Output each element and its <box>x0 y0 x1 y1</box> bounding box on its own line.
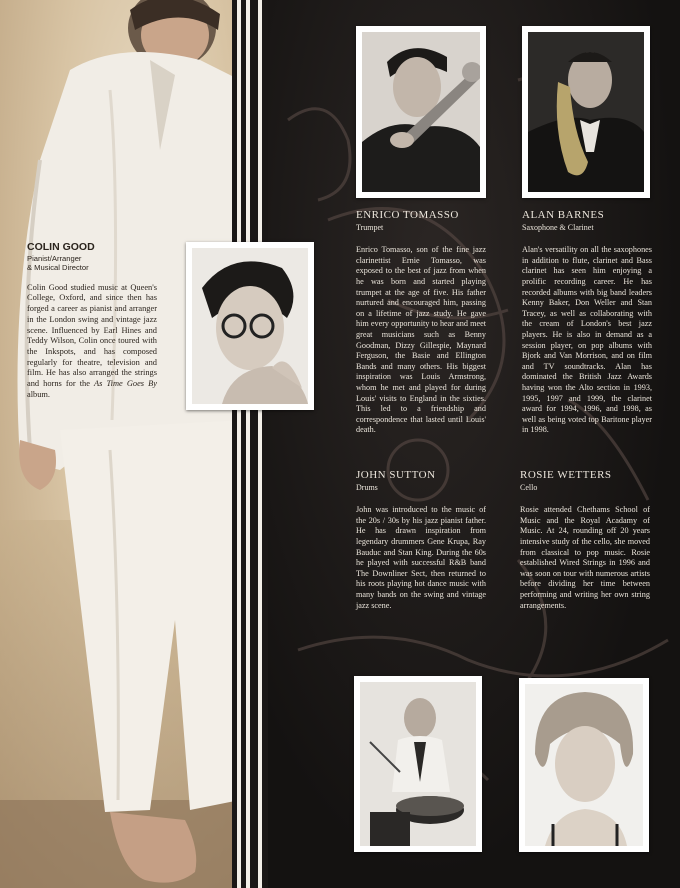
enrico-role: Trumpet <box>356 222 384 232</box>
rosie-wetters-photo <box>519 678 649 852</box>
enrico-bio-text: Enrico Tomasso, son of the fine jazz clarinettist Ernie Tomasso, was exposed to the best of jazz from when he was born and started playing trumpet at the age of five. His father nurtured and encouraged him, passing on a lifetime of jazz study. He gave him every opportunity to hear and meet great musicians such as Benny Goodman, Dizzy Gillespie, Maynard Ferguson, the Basie and Ellington Bands and many others. His biggest inspiration was Louis Armstrong, whom he met and played for during Louis' visits to England in the sixties. This led to a friendship and correspondence that lasted until Louis' death. <box>356 245 486 435</box>
colin-role <box>27 254 157 273</box>
rosie-role: Cello <box>520 482 538 492</box>
john-role: Drums <box>356 482 378 492</box>
john-sutton-bio <box>356 470 486 611</box>
alan-barnes-bio <box>522 210 652 436</box>
portrait-enrico <box>362 32 480 192</box>
portrait-rosie <box>525 684 643 846</box>
colin-bio-end: album. <box>27 389 51 399</box>
stripe <box>258 0 262 888</box>
alan-barnes-photo <box>522 26 650 198</box>
colin-bio-start: Colin Good studied music at Queen's College, Oxford, and since then has forged a career as pianist and arranger in the London swing and vintage jazz scene. Influenced by Earl Hines and Teddy Wilson, Colin once toured with the Inkspots, and has composed regularly for theatre, television and film. He has also arranged the strings and horns for the <box>27 282 157 389</box>
enrico-tomasso-photo <box>356 26 486 198</box>
album-title: As Time Goes By <box>94 379 157 389</box>
white-vertical-stripes <box>232 0 272 888</box>
stripe <box>246 0 250 888</box>
portrait-john <box>360 682 476 846</box>
alan-role: Saxophone & Clarinet <box>522 222 594 232</box>
john-sutton-photo <box>354 676 482 852</box>
portrait-colin <box>192 248 308 404</box>
alan-name: ALAN BARNES <box>522 209 605 221</box>
portrait-alan <box>528 32 644 192</box>
alan-bio-text: Alan's versatility on all the saxophones in addition to flute, clarinet and Bass clarinet has seen him enjoying a prolific recording career. He has recorded albums with big band leaders Kenny Baker, Don Weller and Stan Tracey, as well as collaborating with the cream of London's best jazz players. He is also in demand as a session player, on pop albums with Bjork and Van Morrison, and on film and TV soundtracks. Alan has dominated the British Jazz Awards having won the Alto section in 1993, 1995, 1997 and 1999, the clarinet award for 1994, 1996, and 1998, as well as being voted top Baritone player in 1998. <box>522 245 652 435</box>
colin-good-photo <box>186 242 314 410</box>
colin-role-line2: & Musical Director <box>27 263 89 273</box>
enrico-name: ENRICO TOMASSO <box>356 209 459 221</box>
rosie-name: ROSIE WETTERS <box>520 469 612 481</box>
colin-good-bio <box>27 242 157 400</box>
left-photo-panel <box>0 0 245 888</box>
colin-role-line1: Pianist/Arranger <box>27 253 82 263</box>
rosie-wetters-bio <box>520 470 650 611</box>
colin-name: COLIN GOOD <box>27 241 95 253</box>
john-name: JOHN SUTTON <box>356 469 436 481</box>
rosie-bio-text: Rosie attended Chethams School of Music and the Royal Acadamy of Music. At 24, rounding off 20 years intensive study of the cello, she moved from classical to pop music. Rosie established Wired Strings in 1996 and was soon on tour with numerous artists before dividing her time between performing and writing her own string arrangements. <box>520 505 650 610</box>
john-bio-text: John was introduced to the music of the 20s / 30s by his jazz pianist father. He has drawn inspiration from legendary drummers Gene Krupa, Ray Bauduc and Stan King. During the 60s he played with successful R&B band The Downliner Sect, then returned to his roots playing hot dance music with many bands on the swing and vintage jazz scene. <box>356 505 486 610</box>
stripe <box>237 0 241 888</box>
standing-man-figure <box>0 0 245 888</box>
colin-bio-text <box>27 283 157 401</box>
enrico-tomasso-bio <box>356 210 486 436</box>
